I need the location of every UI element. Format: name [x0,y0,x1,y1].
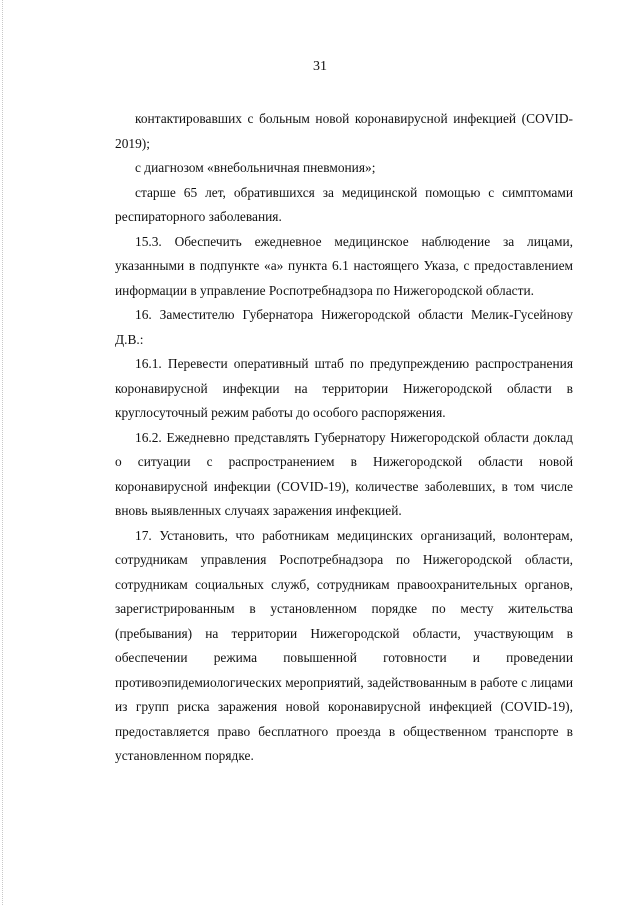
paragraph-pneumonia-diagnosis: с диагнозом «внебольничная пневмония»; [135,160,376,175]
paragraph-15-3: 15.3. Обеспечить ежедневное медицинское наблюдение за лицами, указанными в подпункте «а» пункта 6.1 настоящего Указа, с предоставлением информации в управление Роспотребнадзора по Нижегородской области. [115,233,573,298]
document-body [115,107,573,769]
scan-edge [2,0,4,905]
paragraph-16-1: 16.1. Перевести оперативный штаб по предупреждению распространения коронавирусной инфекции на территории Нижегородской области в круглосуточный режим работы до особого распоряжения. [115,356,573,420]
paragraph-16: 16. Заместителю Губернатора Нижегородской области Мелик-Гусейнову Д.В.: [115,307,573,347]
page-number: 31 [313,59,327,74]
paragraph-over-65: старше 65 лет, обратившихся за медицинской помощью с симптомами респираторного заболевания. [115,184,573,224]
paragraph-16-2: 16.2. Ежедневно представлять Губернатору Нижегородской области доклад о ситуации с распространением в Нижегородской области новой коронавирусной инфекции (COVID-19), количестве заболевших, в том числе вновь выявленных случаях заражения инфекцией. [115,429,573,518]
paragraph-contact-persons: контактировавших с больным новой коронавирусной инфекцией (COVID-2019); [115,111,573,151]
paragraph-17: 17. Установить, что работникам медицинских организаций, волонтерам, сотрудникам управления Роспотребнадзора по Нижегородской области, сотрудникам социальных служб, сотрудникам правоохранительных органов, зарегистрированным в установленном порядке по месту жительства (пребывания) на территории Нижегородской области, участвующим в обеспечении режима повышенной готовности и проведении противоэпидемиологических мероприятий, задействованным в работе с лицами из групп риска заражения новой коронавирусной инфекцией (COVID-19), предоставляется право бесплатного проезда в общественном транспорте в установленном порядке. [115,527,573,763]
